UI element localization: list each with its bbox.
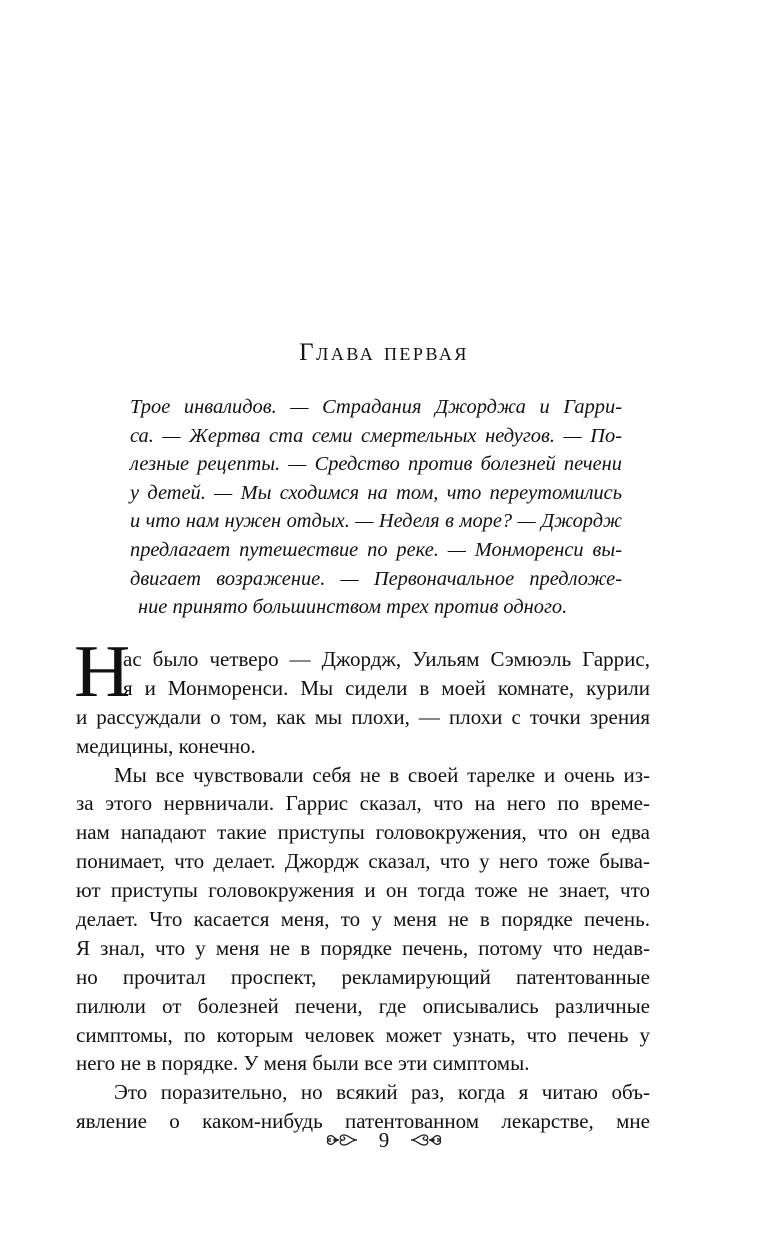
text-line: нам нападают такие приступы головокружения, что он едва <box>76 820 650 845</box>
text-line: но прочитал проспект, рекламирующий патентованные <box>76 964 650 989</box>
synopsis-line: двигает возражение. — Первоначальное предложе- <box>130 567 622 590</box>
text-line: симптомы, по которым человек может узнать, что печень у <box>76 1022 650 1047</box>
text-line: за этого нервничали. Гаррис сказал, что на него по време- <box>76 791 650 816</box>
text-line: медицины, конечно. <box>76 733 256 758</box>
synopsis-line: са. — Жертва ста семи смертельных недугов. — По- <box>130 424 622 447</box>
text-line: Мы все чувствовали себя не в своей тарелке и очень из- <box>114 762 650 787</box>
text-line: ют приступы головокружения и он тогда тоже не знает, что <box>76 878 650 903</box>
text-line: Я знал, что у меня не в порядке печень, потому что недав- <box>76 935 650 960</box>
drop-cap: Н <box>74 629 131 713</box>
body-text <box>76 645 650 1136</box>
synopsis-line: лезные рецепты. — Средство против болезней печени <box>130 453 622 476</box>
text-line: пилюли от болезней печени, где описывались различные <box>76 993 650 1018</box>
ornament-left-icon <box>325 1129 359 1151</box>
synopsis-line: и что нам нужен отдых. — Неделя в море? — Джордж <box>130 510 622 533</box>
text-line: я и Монморенси. Мы сидели в моей комнате, курили <box>123 675 650 700</box>
text-line: ас было четверо — Джордж, Уильям Сэмюэль Гаррис, <box>123 647 650 671</box>
synopsis-line: ние принято большинством трех против одного. <box>138 596 568 619</box>
synopsis-line: предлагает путешествие по реке. — Монморенси вы- <box>130 538 622 561</box>
text-line: делает. Что касается меня, то у меня не в порядке печень. <box>76 907 650 932</box>
text-line: понимает, что делает. Джордж сказал, что у него тоже быва- <box>76 849 650 874</box>
chapter-synopsis <box>130 393 622 622</box>
text-line: него не в порядке. У меня были все эти симптомы. <box>76 1051 530 1076</box>
text-line: Это поразительно, но всякий раз, когда я читаю объ- <box>114 1080 650 1105</box>
text-line: явление о каком-нибудь патентованном лекарстве, мне <box>76 1109 650 1134</box>
synopsis-line: Трое инвалидов. — Страдания Джорджа и Гарри- <box>130 396 622 418</box>
page-footer <box>0 1128 768 1158</box>
ornament-right-icon <box>409 1129 443 1151</box>
text-line: и рассуждали о том, как мы плохи, — плохи с точки зрения <box>76 704 650 729</box>
chapter-title: Глава первая <box>299 339 469 366</box>
synopsis-line: у детей. — Мы сходимся на том, что переутомились <box>130 481 622 504</box>
page-number: 9 <box>378 1128 390 1152</box>
